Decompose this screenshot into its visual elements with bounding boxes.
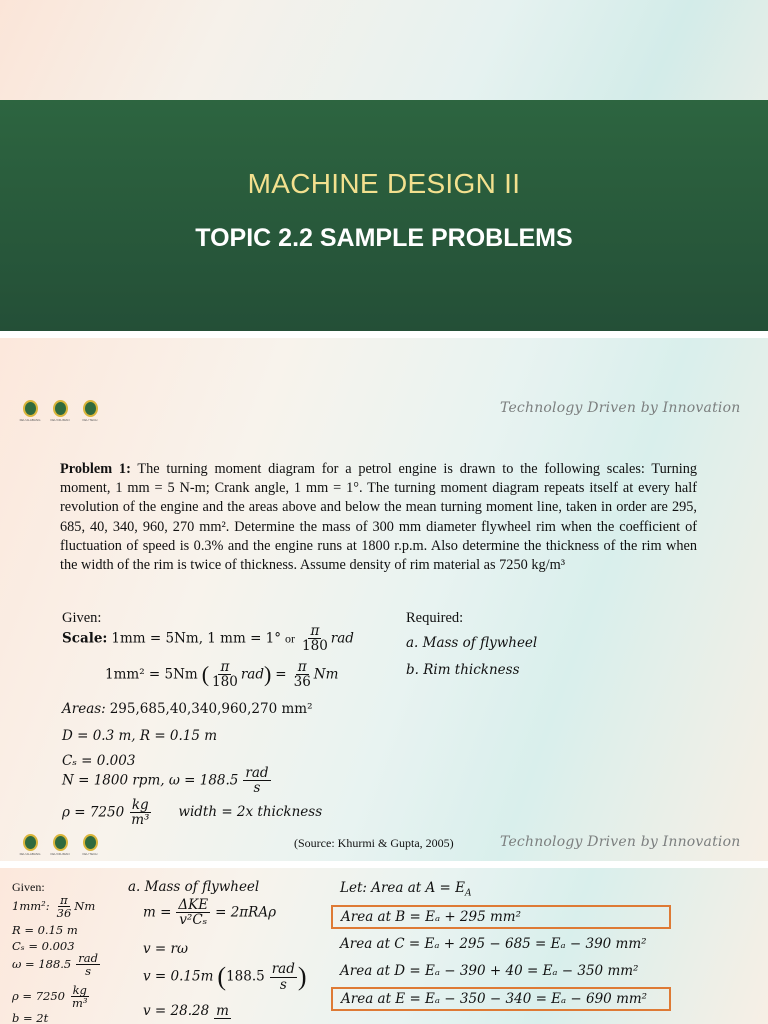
slide-subtitle: TOPIC 2.2 SAMPLE PROBLEMS	[195, 224, 573, 252]
nm-unit: Nm	[74, 899, 96, 914]
pi-over-36	[55, 894, 74, 919]
ke-over-v2cs	[176, 898, 210, 927]
speed-eq: N = 1800 rpm, ω = 188.5	[62, 772, 239, 789]
feu-alabang-logo: FEU ALABANG	[20, 834, 40, 856]
frac-den: s	[279, 976, 287, 993]
area-b: Area at B = Eₐ + 295 mm²	[341, 909, 522, 925]
given-cs: Cₛ = 0.003	[12, 939, 75, 953]
let-text: Let: Area at A = E	[340, 880, 466, 896]
source-citation: (Source: Khurmi & Gupta, 2005)	[294, 836, 454, 850]
title-band	[0, 100, 768, 331]
velocity-calc: v = 0.15m (188.5 $\frac{\text{rad}}{s}$ )	[143, 961, 307, 993]
kg-per-m3	[129, 798, 151, 827]
required-label: Required:	[406, 610, 464, 626]
feu-alabang-logo: FEU ALABANG	[20, 400, 40, 422]
feu-tech-logo: FEU TECH	[80, 400, 100, 422]
nm-unit: Nm	[313, 666, 339, 683]
frac-num: m	[216, 1002, 229, 1019]
frac-num: π	[310, 623, 320, 639]
pi-over-180	[300, 624, 330, 653]
velocity-def: v = rω	[143, 941, 188, 957]
feu-diliman-logo: FEU DILIMAN	[50, 834, 70, 856]
speed-line	[62, 766, 272, 795]
area-e: Area at E = Eₐ − 350 − 340 = Eₐ − 690 mm²	[341, 991, 648, 1007]
part-a-label: a. Mass of flywheel	[128, 879, 260, 895]
subscript-a: A	[465, 888, 472, 899]
given-scale	[12, 894, 95, 919]
frac-num: π	[60, 893, 68, 907]
tagline: Technology Driven by Innovation	[500, 400, 741, 416]
diameter-radius: D = 0.3 m, R = 0.15 m	[62, 728, 218, 744]
areas-value: 295,685,40,340,960,270 mm²	[109, 701, 313, 717]
frac-num: rad	[78, 951, 98, 965]
frac-num: π	[297, 659, 307, 675]
mass-rhs: = 2πRAρ	[215, 904, 277, 921]
given-omega	[12, 952, 101, 977]
pi-over-180b	[210, 660, 240, 689]
frac-den: m³	[71, 996, 88, 1011]
logo-group	[20, 400, 100, 422]
frac-num: π	[220, 659, 230, 675]
kg-per-m3	[70, 984, 90, 1009]
or-text: or	[285, 631, 296, 646]
problem-slide	[0, 338, 768, 861]
required-a: a. Mass of flywheel	[406, 635, 538, 651]
coefficient-cs: Cₛ = 0.003	[62, 753, 136, 769]
frac-den: 36	[56, 906, 72, 921]
frac-num: kg	[72, 983, 87, 997]
slide-title: MACHINE DESIGN II	[247, 168, 521, 199]
rad-per-s	[76, 952, 100, 977]
title-slide	[0, 0, 768, 331]
let-area-a	[340, 880, 472, 899]
areas-line	[62, 700, 313, 718]
frac-den: m³	[131, 812, 150, 829]
m-per-s	[214, 1004, 231, 1019]
given-radius: R = 0.15 m	[12, 923, 78, 937]
logo-group-bottom	[20, 834, 100, 856]
feu-tech-logo: FEU TECH	[80, 834, 100, 856]
given-label: Given:	[62, 610, 102, 626]
scale-eq: 1mm = 5Nm, 1 mm = 1°	[111, 630, 282, 647]
mass-lhs: m =	[143, 904, 172, 921]
frac-den: 36	[293, 674, 311, 691]
omega-eq: ω = 188.5	[12, 957, 72, 972]
rad-unit: rad	[240, 666, 264, 683]
area-d: Area at D = Eₐ − 390 + 40 = Eₐ − 350 mm²	[340, 963, 639, 979]
problem-text: The turning moment diagram for a petrol engine is drawn to the following scales: Turning moment, 1 mm = 5 N-m; Crank angle, 1 mm = 1°. The turning moment diagram repeats itself at every half revolution of the engine and the areas above and below the mean turning moment line, taken in order are 295, 685, 40, 340, 960, 270 mm². Determine the mass of 300 mm diameter flywheel rim when the coefficient of fluctuation of speed is 0.3% and the engine runs at 1800 r.p.m. Also determine the thickness of the rim when the width of the rim is twice of thickness. Assume density of rim material as 7250 kg/m³	[60, 461, 697, 574]
frac-num: rad	[245, 765, 269, 781]
problem-statement	[60, 460, 697, 575]
omega-value: 188.5	[226, 968, 265, 985]
area-b-box	[331, 905, 671, 929]
feu-diliman-logo: FEU DILIMAN	[50, 400, 70, 422]
frac-num: kg	[131, 797, 149, 813]
frac-den: 180	[302, 638, 328, 655]
scale-label: Scale:	[62, 630, 108, 647]
mm2-lhs: 1mm² = 5Nm	[105, 666, 198, 683]
density-eq: ρ = 7250	[62, 804, 125, 821]
scale-line	[62, 624, 354, 653]
velocity-result	[143, 1002, 232, 1020]
frac-den: s	[253, 780, 261, 797]
area-c: Area at C = Eₐ + 295 − 685 = Eₐ − 390 mm²	[340, 936, 647, 952]
mm2-conversion: 1mm² = 5Nm ( $\frac{\pi}{180}$ rad) = $\frac{\pi}{36}$ Nm	[105, 659, 339, 691]
velocity-lhs: v = 0.15m	[143, 968, 214, 985]
given-width: b = 2t	[12, 1011, 49, 1024]
mass-formula	[143, 898, 276, 927]
rad-per-s	[270, 962, 297, 991]
given-mm2: 1mm²:	[12, 899, 50, 914]
velocity-value: v = 28.28	[143, 1003, 210, 1019]
areas-label: Areas:	[62, 701, 106, 717]
frac-den: s	[85, 964, 92, 979]
frac-den: 180	[212, 674, 238, 691]
given-density	[12, 984, 91, 1009]
problem-label: Problem 1:	[60, 461, 131, 477]
equals: =	[275, 666, 287, 683]
area-e-box	[331, 987, 671, 1011]
density-line	[62, 798, 322, 827]
frac-num: rad	[271, 961, 295, 978]
rad-per-s	[243, 766, 270, 795]
width-eq: width = 2x thickness	[178, 804, 323, 821]
density-eq: ρ = 7250	[12, 989, 65, 1004]
pi-over-36	[292, 660, 313, 689]
frac-num: ΔKE	[178, 897, 209, 913]
frac-den: v²Cₛ	[179, 912, 208, 929]
rad-unit: rad	[330, 630, 354, 647]
tagline-bottom: Technology Driven by Innovation	[500, 834, 741, 850]
solution-slide	[0, 868, 768, 1024]
required-b: b. Rim thickness	[406, 662, 520, 678]
given-label: Given:	[12, 880, 45, 894]
